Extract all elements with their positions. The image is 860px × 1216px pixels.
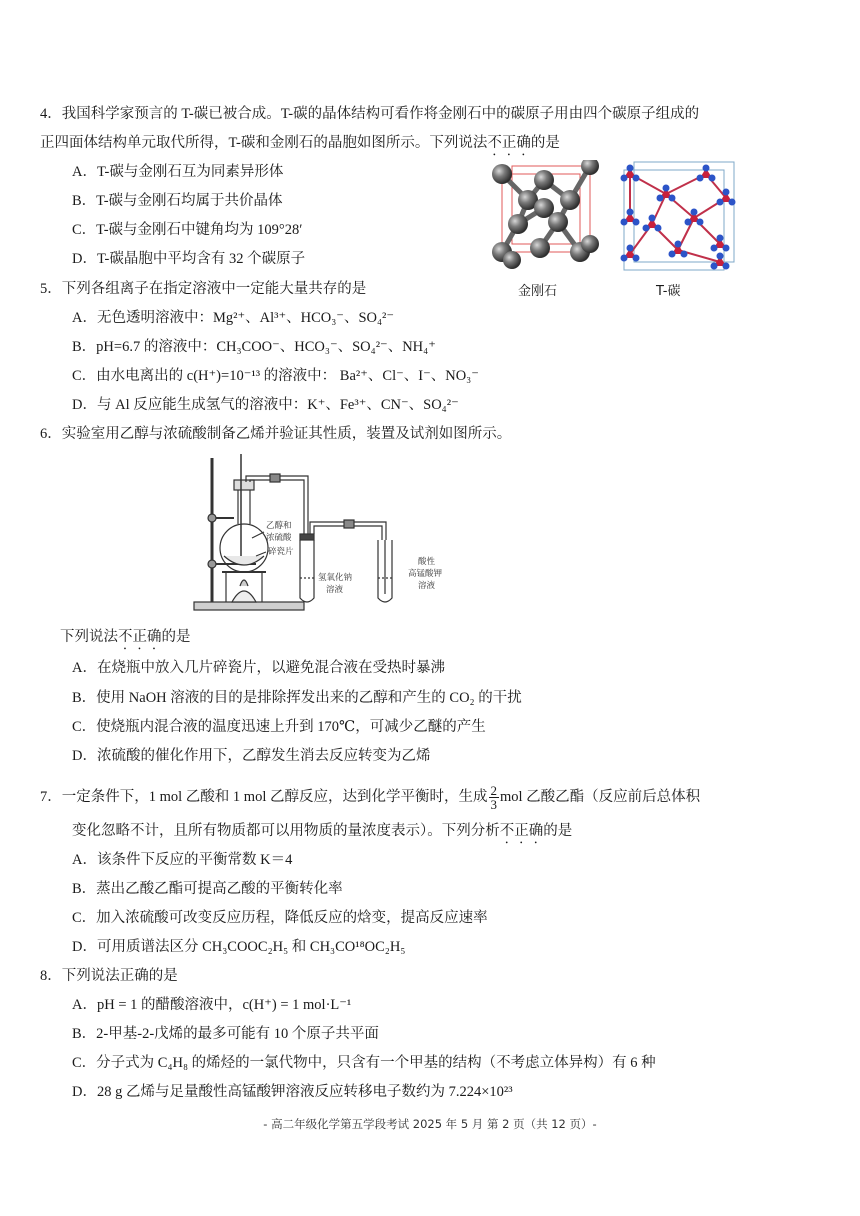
label-porcelain-chips: 碎瓷片 xyxy=(268,547,294,557)
q8-option-b: B．2-甲基-2-戊烯的最多可能有 10 个原子共平面 xyxy=(72,1026,379,1042)
q7-option-a: A．该条件下反应的平衡常数 K＝4 xyxy=(72,852,293,868)
q8-stem: 8．下列说法正确的是 xyxy=(40,968,178,984)
q5-option-b: B．pH=6.7 的溶液中：CH₃COO⁻、HCO₃⁻、SO₄²⁻、NH₄⁺ xyxy=(72,339,436,355)
label-reagent-line1: 乙醇和 xyxy=(266,521,292,531)
diamond-caption: 金刚石 xyxy=(518,284,558,299)
q6-option-d: D．浓硫酸的催化作用下，乙醇发生消去反应转变为乙烯 xyxy=(72,748,431,764)
q4-emphasis: 不正确 xyxy=(487,135,531,151)
q6-option-b: B．使用 NaOH 溶液的目的是排除挥发出来的乙醇和产生的 CO₂ 的干扰 xyxy=(72,690,522,706)
diamond-crystal-figure xyxy=(488,160,600,278)
q6-option-c: C．使烧瓶内混合液的温度迅速上升到 170℃，可减少乙醚的产生 xyxy=(72,719,486,735)
page-footer: - 高二年级化学第五学段考试 2025 年 5 月 第 2 页（共 12 页）- xyxy=(263,1117,597,1131)
label-kmno4-line3: 溶液 xyxy=(418,581,436,591)
q6-emphasis: 不正确 xyxy=(118,629,162,645)
label-kmno4-line1: 酸性 xyxy=(418,557,436,567)
ethylene-apparatus-figure xyxy=(186,452,456,620)
q7-stem-line2: 变化忽略不计，且所有物质都可以用物质的量浓度表示）。下列分析不正确的是 xyxy=(72,823,573,839)
q5-option-a: A．无色透明溶液中：Mg²⁺、Al³⁺、HCO₃⁻、SO₄²⁻ xyxy=(72,310,395,326)
q4-option-b: B．T-碳与金刚石均属于共价晶体 xyxy=(72,193,283,209)
q8-option-a: A．pH = 1 的醋酸溶液中，c(H⁺) = 1 mol·L⁻¹ xyxy=(72,997,352,1013)
q6-prompt: 下列说法不正确的是 xyxy=(60,629,191,645)
q7-emphasis: 不正确 xyxy=(499,823,544,839)
q4-option-a: A．T-碳与金刚石互为同素异形体 xyxy=(72,164,284,180)
q5-option-c: C．由水电离出的 c(H⁺)=10⁻¹³ 的溶液中： Ba²⁺、Cl⁻、I⁻、NO₃⁻ xyxy=(72,368,479,384)
label-naoh-line1: 氢氧化钠 xyxy=(318,573,353,583)
q7-fraction: $\frac{2}{3}$ xyxy=(490,783,497,812)
label-kmno4-line2: 高锰酸钾 xyxy=(408,569,443,579)
q7-option-c: C．加入浓硫酸可改变反应历程，降低反应的焓变，提高反应速率 xyxy=(72,910,488,926)
q6-stem: 6．实验室用乙醇与浓硫酸制备乙烯并验证其性质，装置及试剂如图所示。 xyxy=(40,426,512,442)
q6-option-a: A．在烧瓶中放入几片碎瓷片，以避免混合液在受热时暴沸 xyxy=(72,660,445,676)
q8-option-d: D．28 g 乙烯与足量酸性高锰酸钾溶液反应转移电子数约为 7.224×10²³ xyxy=(72,1084,513,1100)
q5-option-d: D．与 Al 反应能生成氢气的溶液中：K⁺、Fe³⁺、CN⁻、SO₄²⁻ xyxy=(72,397,459,413)
t-carbon-caption: T-碳 xyxy=(656,284,681,299)
label-naoh-line2: 溶液 xyxy=(326,585,344,595)
q5-stem: 5．下列各组离子在指定溶液中一定能大量共存的是 xyxy=(40,281,367,297)
label-reagent-line2: 浓硫酸 xyxy=(266,533,292,543)
t-carbon-crystal-figure xyxy=(616,158,740,276)
q4-stem-line2: 正四面体结构单元取代所得，T-碳和金刚石的晶胞如图所示。下列说法不正确的是 xyxy=(40,135,560,151)
q4-stem-line1: 4．我国科学家预言的 T-碳已被合成。T-碳的晶体结构可看作将金刚石中的碳原子用由四个碳原子组成的 xyxy=(40,106,700,122)
q7-option-b: B．蒸出乙酸乙酯可提高乙酸的平衡转化率 xyxy=(72,881,343,897)
q7-stem-line1: 7．一定条件下，1 mol 乙酸和 1 mol 乙醇反应，达到化学平衡时，生成 $\frac{2}{3}$ mol 乙酸乙酯（反应前后总体积 xyxy=(40,783,701,812)
q8-option-c: C．分子式为 C₄H₈ 的烯烃的一氯代物中，只含有一个甲基的结构（不考虑立体异构）有 6 种 xyxy=(72,1055,656,1071)
q7-option-d: D．可用质谱法区分 CH₃COOC₂H₅ 和 CH₃CO¹⁸OC₂H₅ xyxy=(72,939,406,955)
q4-option-d: D．T-碳晶胞中平均含有 32 个碳原子 xyxy=(72,251,306,267)
q4-option-c: C．T-碳与金刚石中键角均为 109°28′ xyxy=(72,222,303,238)
